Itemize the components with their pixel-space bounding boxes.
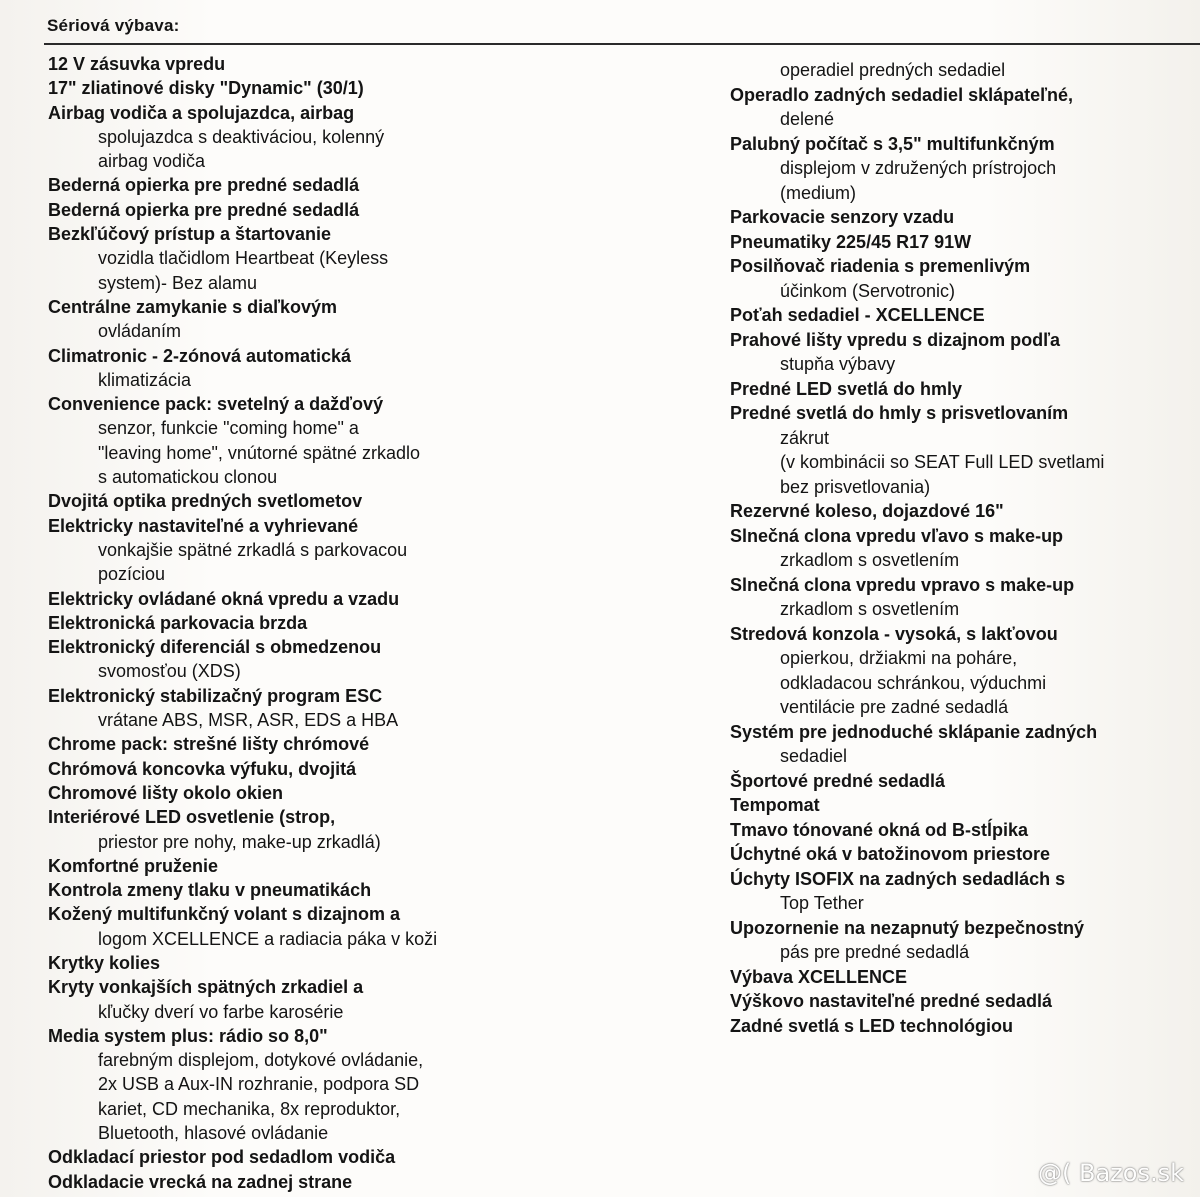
- equipment-item-detail: ventilácie pre zadné sedadlá: [780, 697, 1009, 717]
- equipment-item: [730, 58, 1190, 83]
- equipment-item-detail: "leaving home", vnútorné spätné zrkadlo: [98, 442, 420, 463]
- equipment-item-title: Systém pre jednoduché sklápanie zadných: [730, 721, 1098, 742]
- equipment-item: [730, 769, 1190, 794]
- equipment-item-detail: kľučky dverí vo farbe karosérie: [98, 1001, 344, 1022]
- equipment-item: [48, 1170, 708, 1194]
- equipment-item: [730, 328, 1190, 377]
- equipment-item: [48, 514, 708, 587]
- equipment-item-title: Kryty vonkajších spätných zrkadiel a: [48, 977, 364, 998]
- equipment-item-title: 17" zliatinové disky "Dynamic" (30/1): [48, 78, 364, 99]
- equipment-item-title: Stredová konzola - vysoká, s lakťovou: [730, 623, 1058, 644]
- equipment-item-detail: operadiel predných sedadiel: [780, 60, 1006, 80]
- equipment-item: [730, 499, 1190, 524]
- equipment-item-title: Výbava XCELLENCE: [730, 966, 908, 987]
- equipment-item-title: Airbag vodiča a spolujazdca, airbag: [48, 102, 355, 123]
- equipment-item: [730, 401, 1190, 499]
- equipment-item-title: Centrálne zamykanie s diaľkovým: [48, 296, 338, 317]
- equipment-item-title: Rezervné koleso, dojazdové 16": [730, 501, 1004, 521]
- equipment-item: [730, 205, 1190, 230]
- equipment-item: [730, 132, 1190, 206]
- equipment-item-detail: logom XCELLENCE a radiacia páka v koži: [98, 928, 438, 949]
- equipment-item-title: Operadlo zadných sedadiel sklápateľné,: [730, 84, 1074, 105]
- equipment-item-detail: (medium): [780, 182, 857, 203]
- equipment-item-title: Elektronický stabilizačný program ESC: [48, 685, 383, 706]
- equipment-item-title: Chrómová koncovka výfuku, dvojitá: [48, 758, 357, 779]
- equipment-item: [48, 392, 708, 489]
- equipment-item: [48, 757, 708, 781]
- equipment-item: [48, 52, 708, 76]
- equipment-item-detail: svomosťou (XDS): [98, 661, 241, 682]
- equipment-item-detail: airbag vodiča: [98, 151, 206, 172]
- equipment-item-title: Bederná opierka pre predné sedadlá: [48, 175, 360, 196]
- equipment-item: [730, 818, 1190, 843]
- equipment-item-detail: system)- Bez alamu: [98, 272, 258, 293]
- equipment-item: [730, 622, 1190, 720]
- equipment-list-left: [48, 52, 708, 1194]
- equipment-item: [730, 916, 1190, 965]
- heading-underline: [44, 43, 1200, 45]
- equipment-item: [48, 781, 708, 805]
- equipment-item-title: Zadné svetlá s LED technológiou: [730, 1015, 1014, 1036]
- equipment-item-detail: priestor pre nohy, make-up zrkadlá): [98, 831, 381, 852]
- equipment-item: [730, 524, 1190, 573]
- equipment-item-detail: kariet, CD mechanika, 8x reproduktor,: [98, 1098, 401, 1119]
- equipment-item-title: Odkladací priestor pod sedadlom vodiča: [48, 1147, 396, 1168]
- equipment-item-detail: spolujazdca s deaktiváciou, kolenný: [98, 126, 385, 147]
- equipment-item: [48, 902, 708, 951]
- equipment-item: [48, 1145, 708, 1169]
- equipment-item-detail: pozíciou: [98, 564, 166, 585]
- equipment-list-right: [730, 58, 1190, 1038]
- equipment-item-title: Interiérové LED osvetlenie (strop,: [48, 807, 336, 828]
- equipment-item: [730, 573, 1190, 622]
- equipment-item: [48, 611, 708, 635]
- equipment-item-title: Convenience pack: svetelný a dažďový: [48, 394, 384, 415]
- equipment-item-detail: opierkou, držiakmi na poháre,: [780, 648, 1018, 668]
- equipment-item-detail: odkladacou schránkou, výduchmi: [780, 672, 1047, 693]
- equipment-item-title: Predné LED svetlá do hmly: [730, 378, 963, 399]
- equipment-item-detail: vonkajšie spätné zrkadlá s parkovacou: [98, 539, 408, 560]
- equipment-item-title: Chromové lišty okolo okien: [48, 782, 284, 803]
- equipment-item: [730, 1014, 1190, 1039]
- equipment-item-title: Slnečná clona vpredu vľavo s make-up: [730, 525, 1064, 546]
- equipment-item-title: Komfortné pruženie: [48, 855, 219, 876]
- equipment-item: [48, 951, 708, 975]
- equipment-item-detail: displejom v združených prístrojoch: [780, 158, 1057, 178]
- equipment-item-title: Športové predné sedadlá: [730, 770, 946, 791]
- equipment-item-title: Tmavo tónované okná od B-stĺpika: [730, 819, 1029, 840]
- equipment-item-title: 12 V zásuvka vpredu: [48, 54, 226, 74]
- watermark-logo: @( Bazos.sk: [1038, 1159, 1184, 1187]
- equipment-item-title: Posilňovač riadenia s premenlivým: [730, 256, 1031, 276]
- equipment-item: [730, 230, 1190, 255]
- equipment-item-detail: (v kombinácii so SEAT Full LED svetlami: [780, 452, 1105, 472]
- equipment-item: [48, 344, 708, 393]
- equipment-item: [730, 867, 1190, 916]
- equipment-item-detail: klimatizácia: [98, 369, 192, 390]
- equipment-item: [48, 198, 708, 222]
- equipment-item-title: Kontrola zmeny tlaku v pneumatikách: [48, 880, 372, 901]
- equipment-item: [730, 720, 1190, 769]
- equipment-item: [730, 254, 1190, 303]
- section-heading: Sériová výbava:: [47, 16, 180, 35]
- equipment-item-detail: s automatickou clonou: [98, 467, 278, 488]
- equipment-item-title: Elektricky nastaviteľné a vyhrievané: [48, 515, 359, 536]
- equipment-item-detail: pás pre predné sedadlá: [780, 942, 970, 962]
- equipment-item-title: Elektronický diferenciál s obmedzenou: [48, 637, 382, 658]
- equipment-item: [48, 732, 708, 756]
- equipment-item-detail: delené: [780, 109, 835, 129]
- equipment-item: [730, 303, 1190, 328]
- equipment-item-detail: 2x USB a Aux-IN rozhranie, podpora SD: [98, 1074, 420, 1095]
- equipment-item: [48, 173, 708, 197]
- equipment-item-title: Prahové lišty vpredu s dizajnom podľa: [730, 329, 1061, 350]
- equipment-item-detail: stupňa výbavy: [780, 354, 896, 374]
- equipment-item-title: Palubný počítač s 3,5" multifunkčným: [730, 133, 1055, 154]
- equipment-item-title: Dvojitá optika predných svetlometov: [48, 491, 363, 512]
- equipment-item: [48, 1024, 708, 1145]
- equipment-item: [48, 975, 708, 1024]
- equipment-item-title: Media system plus: rádio so 8,0": [48, 1025, 328, 1046]
- equipment-item-title: Výškovo nastaviteľné predné sedadlá: [730, 991, 1053, 1011]
- equipment-item: [48, 489, 708, 513]
- equipment-item-title: Chrome pack: strešné lišty chrómové: [48, 734, 370, 755]
- equipment-item-title: Elektricky ovládané okná vpredu a vzadu: [48, 588, 400, 609]
- equipment-item-detail: zrkadlom s osvetlením: [780, 599, 960, 619]
- equipment-item: [730, 989, 1190, 1014]
- equipment-item-title: Krytky kolies: [48, 952, 161, 973]
- equipment-item: [730, 83, 1190, 132]
- equipment-item-title: Úchyty ISOFIX na zadných sedadlách s: [730, 868, 1066, 889]
- equipment-item-title: Slnečná clona vpredu vpravo s make-up: [730, 574, 1075, 595]
- equipment-item-detail: vozidla tlačidlom Heartbeat (Keyless: [98, 248, 389, 269]
- equipment-item-title: Climatronic - 2-zónová automatická: [48, 345, 352, 366]
- equipment-item-title: Predné svetlá do hmly s prisvetlovaním: [730, 403, 1069, 423]
- equipment-item-title: Bezkľúčový prístup a štartovanie: [48, 224, 332, 245]
- equipment-item: [48, 635, 708, 684]
- equipment-item-detail: ovládaním: [98, 321, 182, 342]
- equipment-item: [730, 842, 1190, 867]
- equipment-item-detail: farebným displejom, dotykové ovládanie,: [98, 1050, 424, 1071]
- equipment-item: [48, 854, 708, 878]
- equipment-item-detail: bez prisvetlovania): [780, 476, 931, 497]
- equipment-item-title: Odkladacie vrecká na zadnej strane: [48, 1171, 353, 1192]
- equipment-item-title: Parkovacie senzory vzadu: [730, 207, 955, 227]
- equipment-item-title: Tempomat: [730, 795, 820, 815]
- equipment-item: [48, 76, 708, 100]
- equipment-item-title: Pneumatiky 225/45 R17 91W: [730, 231, 972, 252]
- equipment-item: [48, 101, 708, 174]
- equipment-item-detail: zrkadlom s osvetlením: [780, 550, 960, 570]
- equipment-item: [48, 878, 708, 902]
- equipment-item-title: Bederná opierka pre predné sedadlá: [48, 199, 360, 220]
- equipment-item-title: Upozornenie na nezapnutý bezpečnostný: [730, 917, 1085, 938]
- equipment-item: [730, 965, 1190, 990]
- equipment-item-title: Úchytné oká v batožinovom priestore: [730, 844, 1051, 864]
- equipment-item-detail: vrátane ABS, MSR, ASR, EDS a HBA: [98, 710, 399, 731]
- equipment-item-detail: sedadiel: [780, 746, 848, 766]
- equipment-item-title: Poťah sedadiel - XCELLENCE: [730, 305, 985, 325]
- equipment-item-detail: účinkom (Servotronic): [780, 280, 956, 301]
- equipment-item-title: Elektronická parkovacia brzda: [48, 612, 308, 633]
- equipment-item-title: Kožený multifunkčný volant s dizajnom a: [48, 904, 401, 925]
- equipment-item: [730, 793, 1190, 818]
- equipment-item-detail: Top Tether: [780, 893, 864, 913]
- equipment-item: [730, 377, 1190, 402]
- equipment-item-detail: Bluetooth, hlasové ovládanie: [98, 1123, 329, 1144]
- equipment-item: [48, 684, 708, 733]
- equipment-item: [48, 805, 708, 854]
- equipment-item: [48, 587, 708, 611]
- equipment-item: [48, 295, 708, 344]
- equipment-item-detail: zákrut: [780, 427, 830, 448]
- equipment-item: [48, 222, 708, 295]
- equipment-item-detail: senzor, funkcie "coming home" a: [98, 418, 359, 439]
